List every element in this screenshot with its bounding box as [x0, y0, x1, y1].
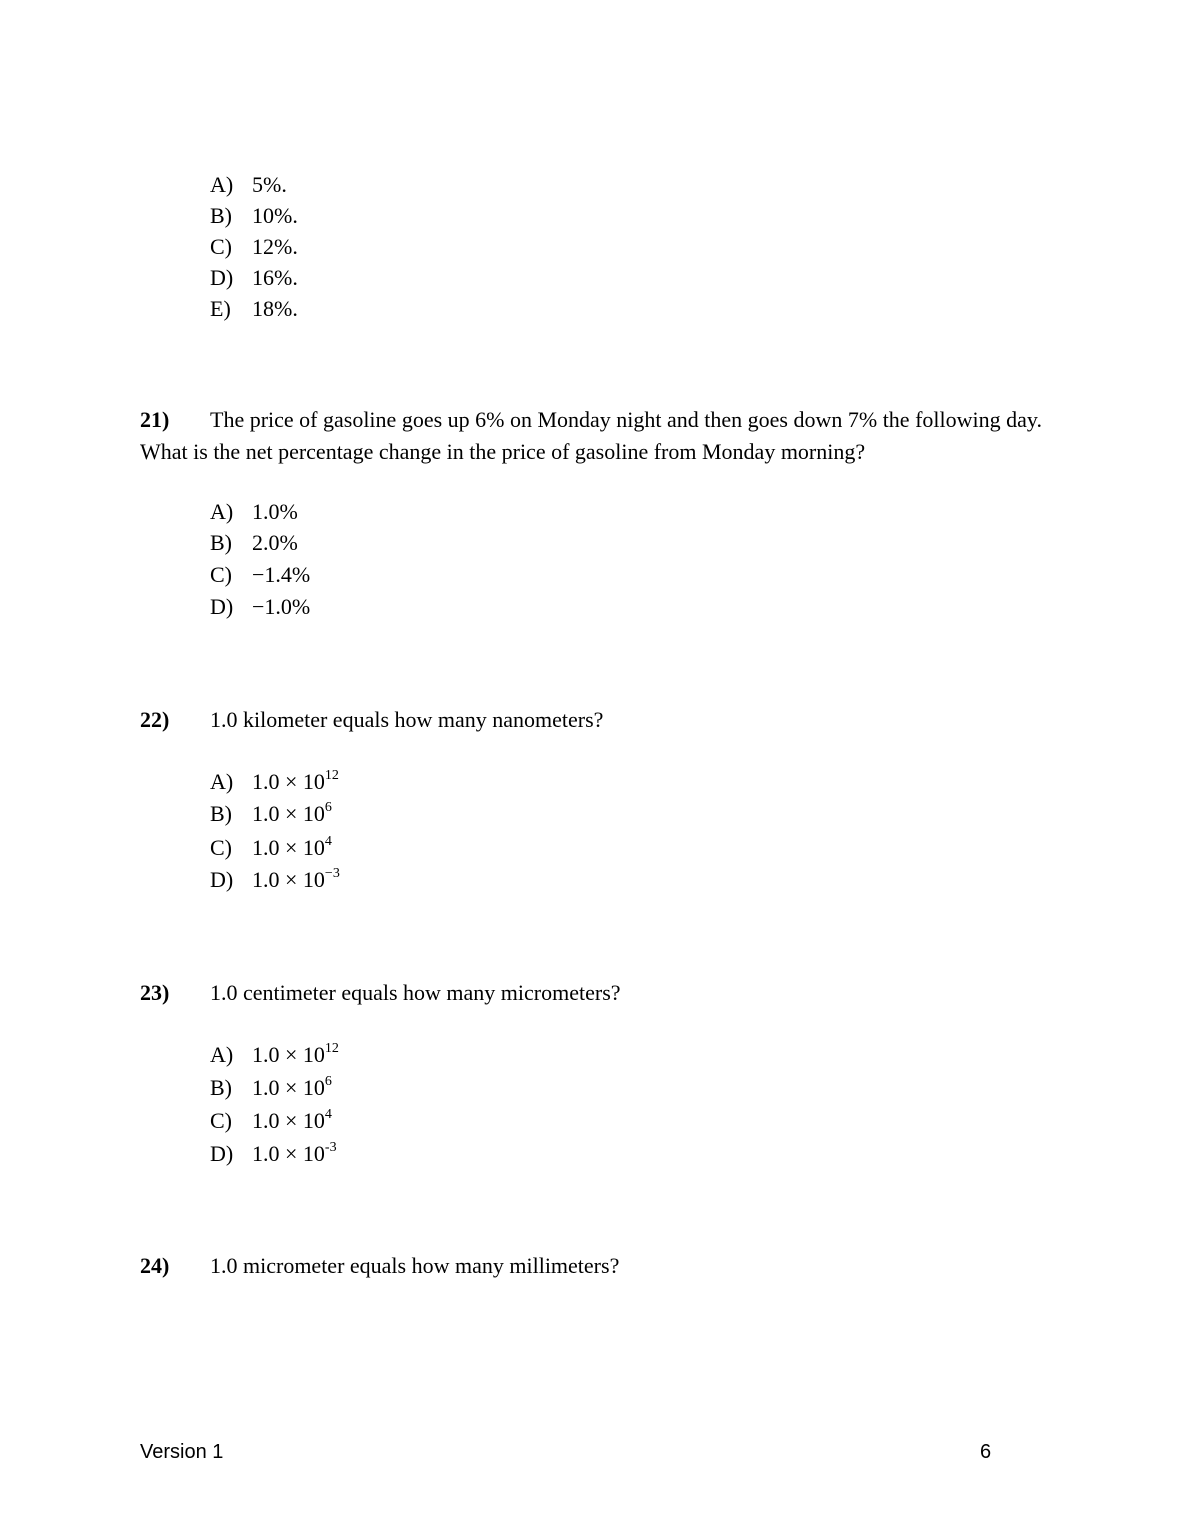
q21-option-b: B) 2.0% — [210, 530, 298, 555]
q23-option-b: B) $1.0 \times 10^6$ — [210, 1073, 332, 1100]
q23-option-d: D) $1.0 \times 10^{-3}$ — [210, 1139, 337, 1166]
q22-option-d: D) $1.0 \times 10^{-3}$ — [210, 865, 340, 892]
q20-option-d: D) 16%. — [210, 265, 298, 290]
q20-option-e: E) 18%. — [210, 296, 298, 321]
q21-stem — [140, 404, 1060, 468]
q22-option-c: C) $1.0 \times 10^4$ — [210, 833, 332, 860]
q23-text: 1.0 centimeter equals how many micrometers? — [210, 980, 621, 1005]
q22-option-b: B) $1.0 \times 10^6$ — [210, 799, 332, 826]
q23-option-a: A) $1.0 \times 10^{12}$ — [210, 1040, 339, 1067]
q21-option-d: D) −1.0% — [210, 594, 311, 619]
q21-option-a: A) 1.0% — [210, 499, 298, 524]
q20-option-b: B) 10%. — [210, 203, 298, 228]
q24-text: 1.0 micrometer equals how many millimeters? — [210, 1253, 620, 1278]
q24-number: 24) — [140, 1253, 170, 1278]
footer-page-number: 6 — [980, 1441, 992, 1463]
footer-version: Version 1 — [140, 1441, 224, 1463]
q22-option-a: A) $1.0 \times 10^{12}$ — [210, 767, 339, 794]
q22-text: 1.0 kilometer equals how many nanometers? — [210, 707, 604, 732]
q22-number: 22) — [140, 707, 170, 732]
q20-option-a: A) 5%. — [210, 172, 287, 197]
q21-number: 21) — [140, 407, 170, 432]
q21-text: The price of gasoline goes up 6% on Monday night and then goes down 7% the following day. What is the net percentage change in the price of gasoline from Monday morning? — [140, 407, 1042, 464]
q20-option-c: C) 12%. — [210, 234, 298, 259]
q23-number: 23) — [140, 980, 170, 1005]
q23-option-c: C) $1.0 \times 10^4$ — [210, 1106, 332, 1133]
q21-option-c: C) −1.4% — [210, 562, 311, 587]
